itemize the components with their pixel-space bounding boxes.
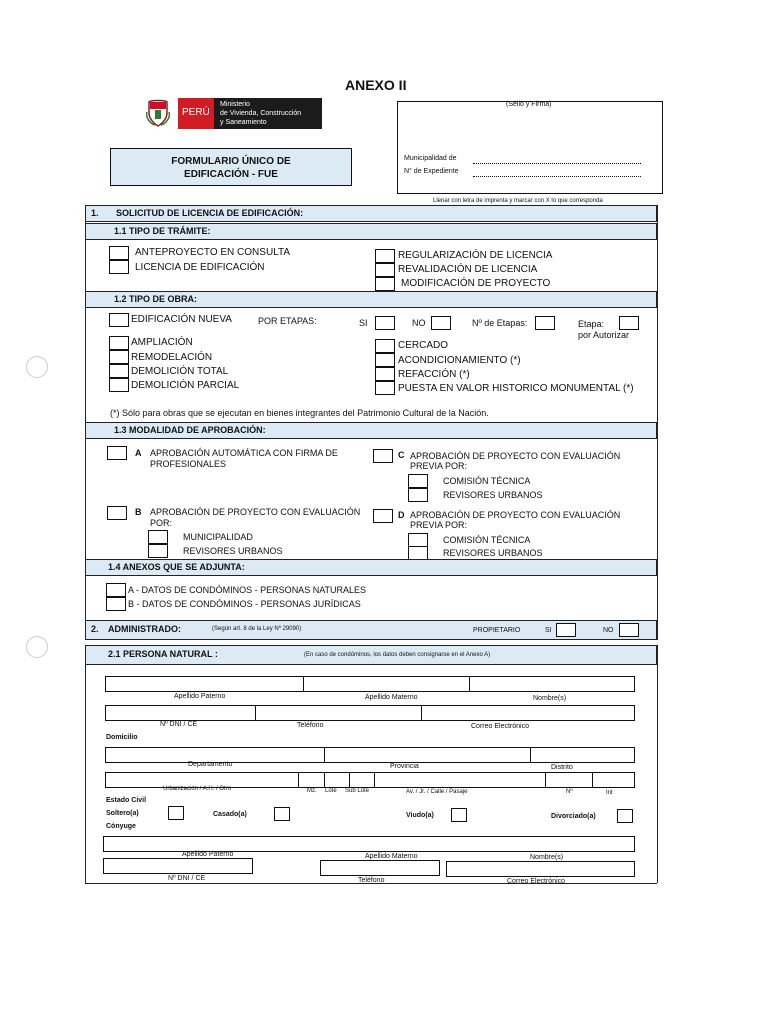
- checkbox-propietario-si[interactable]: [556, 623, 576, 637]
- label-nombres: Nombre(s): [533, 695, 567, 702]
- checkbox-viudo[interactable]: [451, 808, 467, 822]
- section-2-1-header: 2.1 PERSONA NATURAL : (En caso de condóminos, los datos deben consignarse en el Anexo A): [85, 645, 657, 665]
- label-anteproyecto: ANTEPROYECTO EN CONSULTA: [135, 247, 291, 258]
- checkbox-edificacion-nueva[interactable]: [109, 313, 129, 327]
- checkbox-etapas-si[interactable]: [375, 316, 395, 330]
- modalidad-a-letter: A: [135, 448, 142, 458]
- logo-ministry-block: Ministerio de Vivienda, Construcción y Saneamiento: [214, 98, 322, 129]
- input-numero-etapas[interactable]: [535, 316, 555, 330]
- label-mz: Mz.: [307, 788, 317, 794]
- checkbox-modalidad-c[interactable]: [373, 449, 393, 463]
- label-por-etapas: POR ETAPAS:: [258, 316, 317, 326]
- checkbox-modalidad-b[interactable]: [107, 506, 127, 520]
- peru-coat-of-arms-icon: [146, 98, 170, 128]
- label-modificacion: MODIFICACIÓN DE PROYECTO: [401, 278, 551, 289]
- municipalidad-line[interactable]: [473, 163, 641, 164]
- frame-right: [657, 205, 658, 640]
- label-licencia-edificacion: LICENCIA DE EDIFICACIÓN: [135, 262, 265, 273]
- form-title-line2: EDIFICACIÓN - FUE: [184, 169, 278, 180]
- logo-country-block: PERÚ: [178, 98, 214, 129]
- label-casado: Casado(a): [213, 811, 247, 818]
- conyuge-nombres-row[interactable]: [103, 836, 635, 852]
- modalidad-d-line1: APROBACIÓN DE PROYECTO CON EVALUACIÓN: [410, 510, 621, 520]
- label-etapa: Etapa:: [578, 319, 605, 329]
- modalidad-c-line1: APROBACIÓN DE PROYECTO CON EVALUACIÓN: [410, 451, 621, 461]
- label-c-comision-tecnica: COMISIÓN TÉCNICA: [443, 476, 531, 486]
- label-conyuge-apellido-paterno: Apellido Paterno: [182, 851, 234, 858]
- label-acondicionamiento: ACONDICIONAMIENTO (*): [398, 355, 521, 366]
- label-dni: Nº DNI / CE: [160, 721, 198, 728]
- checkbox-regularizacion[interactable]: [375, 249, 395, 263]
- label-refaccion: REFACCIÓN (*): [398, 369, 470, 380]
- stamp-box[interactable]: [397, 101, 663, 194]
- section-1-1-header: 1.1 TIPO DE TRÁMITE:: [85, 223, 657, 240]
- modalidad-d-letter: D: [398, 510, 405, 520]
- nombres-row[interactable]: [105, 676, 635, 692]
- label-demolicion-parcial: DEMOLICIÓN PARCIAL: [131, 380, 240, 391]
- checkbox-refaccion[interactable]: [375, 367, 395, 381]
- checkbox-licencia-edificacion[interactable]: [109, 260, 129, 274]
- punch-hole-icon: [26, 356, 48, 378]
- label-conyuge-apellido-materno: Apellido Materno: [365, 853, 418, 860]
- modalidad-c-letter: C: [398, 450, 405, 460]
- label-conyuge: Cónyuge: [106, 823, 136, 830]
- checkbox-modalidad-d[interactable]: [373, 509, 393, 523]
- conyuge-telefono-input[interactable]: [320, 860, 440, 876]
- label-lote: Lote: [325, 788, 337, 794]
- modalidad-c-line2: PREVIA POR:: [410, 461, 468, 471]
- checkbox-cercado[interactable]: [375, 339, 395, 353]
- label-etapas-no: NO: [412, 318, 426, 328]
- expediente-line[interactable]: [473, 176, 641, 177]
- modalidad-b-letter: B: [135, 507, 142, 517]
- label-provincia: Provincia: [390, 763, 419, 770]
- checkbox-demolicion-parcial[interactable]: [109, 378, 129, 392]
- label-apellido-materno: Apellido Materno: [365, 694, 418, 701]
- label-b-municipalidad: MUNICIPALIDAD: [183, 532, 253, 542]
- checkbox-demolicion-total[interactable]: [109, 364, 129, 378]
- checkbox-c-revisores-urbanos[interactable]: [408, 488, 428, 502]
- checkbox-remodelacion[interactable]: [109, 350, 129, 364]
- checkbox-anexo-b[interactable]: [106, 597, 126, 611]
- checkbox-d-revisores-urbanos[interactable]: [408, 546, 428, 560]
- label-distrito: Distrito: [551, 764, 573, 771]
- label-domicilio: Domicilio: [106, 734, 138, 741]
- label-conyuge-dni: Nº DNI / CE: [168, 875, 206, 882]
- modalidad-d-line2: PREVIA POR:: [410, 520, 468, 530]
- municipalidad-label: Municipalidad de: [404, 155, 457, 162]
- label-departamento: Departamento: [188, 761, 233, 768]
- label-b-revisores-urbanos: REVISORES URBANOS: [183, 546, 283, 556]
- modalidad-b-line2: POR:: [150, 518, 173, 528]
- label-conyuge-correo: Correo Electrónico: [507, 878, 565, 885]
- modalidad-a-line2: PROFESIONALES: [150, 459, 227, 469]
- checkbox-d-comision-tecnica[interactable]: [408, 533, 428, 547]
- checkbox-acondicionamiento[interactable]: [375, 353, 395, 367]
- frame-2-left: [85, 645, 86, 883]
- contacto-row[interactable]: [105, 705, 635, 721]
- checkbox-modalidad-a[interactable]: [107, 446, 127, 460]
- label-edificacion-nueva: EDIFICACIÓN NUEVA: [131, 314, 232, 325]
- checkbox-propietario-no[interactable]: [619, 623, 639, 637]
- label-c-revisores-urbanos: REVISORES URBANOS: [443, 490, 543, 500]
- label-sub-lote: Sub Lote: [345, 788, 370, 794]
- frame-2-bottom: [85, 883, 657, 884]
- checkbox-puesta-en-valor[interactable]: [375, 381, 395, 395]
- checkbox-c-comision-tecnica[interactable]: [408, 474, 428, 488]
- input-etapa[interactable]: [619, 316, 639, 330]
- label-urbanizacion: Urbanización / A.H. / Otro: [163, 786, 232, 792]
- checkbox-soltero[interactable]: [168, 806, 184, 820]
- label-conyuge-telefono: Teléfono: [358, 877, 385, 884]
- label-cercado: CERCADO: [398, 340, 449, 351]
- modalidad-b-line1: APROBACIÓN DE PROYECTO CON EVALUACIÓN: [150, 507, 361, 517]
- section-2-header: 2. ADMINISTRADO: (Según art. 8 de la Ley Nº 29090) PROPIETARIO SI NO: [85, 620, 657, 640]
- checkbox-b-municipalidad[interactable]: [148, 530, 168, 544]
- label-ampliacion: AMPLIACIÓN: [131, 337, 193, 348]
- label-por-autorizar: por Autorizar: [578, 330, 630, 340]
- label-anexo-a: A - DATOS DE CONDÓMINOS - PERSONAS NATURALES: [128, 585, 367, 595]
- label-interior: Int: [606, 790, 613, 796]
- checkbox-b-revisores-urbanos[interactable]: [148, 544, 168, 558]
- checkbox-modificacion[interactable]: [375, 277, 395, 291]
- conyuge-dni-input[interactable]: [103, 858, 253, 874]
- modalidad-a-line1: APROBACIÓN AUTOMÁTICA CON FIRMA DE: [150, 448, 338, 458]
- form-title-box: [110, 148, 352, 186]
- section-1-2-header: 1.2 TIPO DE OBRA:: [85, 291, 657, 308]
- label-apellido-paterno: Apellido Paterno: [174, 693, 226, 700]
- note-patrimonio: (*) Sólo para obras que se ejecutan en bienes integrantes del Patrimonio Cultural de la Nación.: [110, 408, 489, 418]
- checkbox-casado[interactable]: [274, 807, 290, 821]
- instructions: Llenar con letra de imprenta y marcar con X lo que corresponda: [433, 198, 603, 204]
- label-anexo-b: B - DATOS DE CONDÓMINOS - PERSONAS JURÍDICAS: [128, 599, 361, 609]
- label-remodelacion: REMODELACIÓN: [131, 352, 213, 363]
- label-d-revisores-urbanos: REVISORES URBANOS: [443, 548, 543, 558]
- ubicacion-row[interactable]: [105, 747, 635, 763]
- stamp-label: (Sello y Firma): [506, 101, 552, 108]
- checkbox-ampliacion[interactable]: [109, 336, 129, 350]
- label-numero-etapas: Nº de Etapas:: [472, 318, 528, 328]
- frame-2-right: [657, 645, 658, 883]
- section-1-4-header: 1.4 ANEXOS QUE SE ADJUNTA:: [85, 559, 657, 576]
- form-title-line1: FORMULARIO ÚNICO DE: [171, 156, 291, 167]
- punch-hole-icon: [26, 636, 48, 658]
- label-estado-civil: Estado Civil: [106, 797, 147, 804]
- conyuge-correo-input[interactable]: [446, 861, 635, 877]
- section-1-3-header: 1.3 MODALIDAD DE APROBACIÓN:: [85, 422, 657, 439]
- expediente-label: N° de Expediente: [404, 168, 459, 175]
- label-viudo: Viudo(a): [406, 812, 434, 819]
- label-divorciado: Divorciado(a): [551, 813, 596, 820]
- label-d-comision-tecnica: COMISIÓN TÉCNICA: [443, 535, 531, 545]
- label-numero: Nº: [566, 789, 573, 795]
- label-demolicion-total: DEMOLICIÓN TOTAL: [131, 366, 229, 377]
- label-avenida: Av. / Jr. / Calle / Pasaje: [406, 789, 468, 795]
- label-soltero: Soltero(a): [106, 810, 139, 817]
- label-correo: Correo Electrónico: [471, 723, 529, 730]
- label-telefono: Teléfono: [297, 722, 324, 729]
- label-conyuge-nombres: Nombre(s): [530, 854, 564, 861]
- label-etapas-si: SI: [359, 318, 368, 328]
- label-revalidacion: REVALIDACIÓN DE LICENCIA: [398, 264, 538, 275]
- checkbox-anexo-a[interactable]: [106, 583, 126, 597]
- checkbox-anteproyecto[interactable]: [109, 246, 129, 260]
- checkbox-etapas-no[interactable]: [431, 316, 451, 330]
- annex-title: ANEXO II: [345, 77, 407, 93]
- checkbox-revalidacion[interactable]: [375, 263, 395, 277]
- section-1-header: 1. SOLICITUD DE LICENCIA DE EDIFICACIÓN:: [85, 205, 657, 222]
- checkbox-divorciado[interactable]: [617, 809, 633, 823]
- label-puesta-en-valor: PUESTA EN VALOR HISTORICO MONUMENTAL (*): [398, 383, 634, 394]
- label-regularizacion: REGULARIZACIÓN DE LICENCIA: [398, 250, 553, 261]
